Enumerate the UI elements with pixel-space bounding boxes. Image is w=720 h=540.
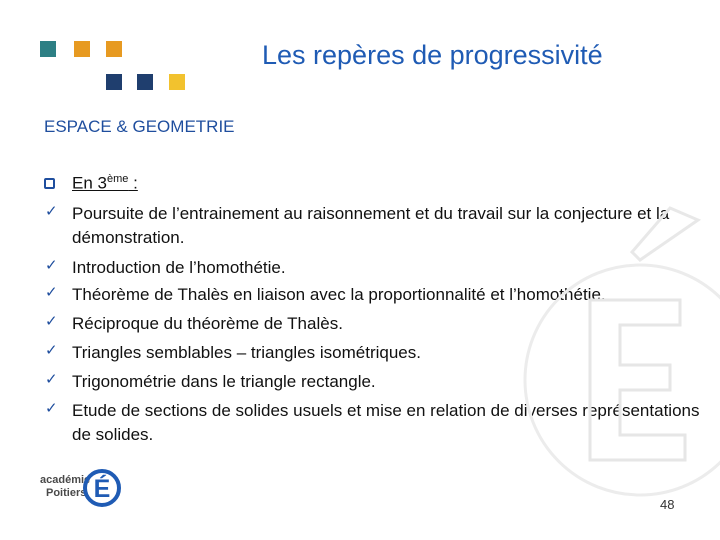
section-title: ESPACE & GEOMETRIE [44, 117, 235, 136]
list-item-text: Introduction de l’homothétie. [72, 258, 286, 277]
list-item-text: Etude de sections de solides usuels et mise en relation de diverses représentations de solides. [72, 401, 700, 444]
list-item-text: Réciproque du théorème de Thalès. [72, 314, 343, 333]
orange-square-2 [106, 41, 122, 57]
checkmark-icon: ✓ [45, 371, 58, 388]
watermark-e-logo [520, 200, 720, 500]
navy-square-1 [106, 74, 122, 90]
page-title: Les repères de progressivité [262, 40, 603, 70]
checkmark-icon: ✓ [45, 284, 58, 301]
logo-line2: Poitiers [46, 487, 87, 499]
checkmark-icon: ✓ [45, 203, 58, 220]
page-number: 48 [660, 497, 675, 512]
level-heading [72, 173, 138, 194]
logo-letter: É [93, 475, 111, 503]
yellow-square [169, 74, 185, 90]
navy-square-2 [137, 74, 153, 90]
checkmark-icon: ✓ [45, 342, 58, 359]
heading-superscript: ème [106, 173, 129, 185]
orange-square-1 [74, 41, 90, 57]
list-item-text: Théorème de Thalès en liaison avec la proportionnalité et l’homothétie. [72, 285, 606, 304]
square-bullet-icon [44, 178, 55, 189]
heading-prefix: En 3 [72, 173, 107, 193]
logo-line1: académie [40, 474, 91, 486]
checkmark-icon: ✓ [45, 313, 58, 330]
list-item-text: Trigonométrie dans le triangle rectangle. [72, 372, 376, 391]
checkmark-icon: ✓ [45, 257, 58, 274]
list-item-text: Triangles semblables – triangles isométriques. [72, 343, 421, 362]
list-item-text: Poursuite de l’entrainement au raisonnement et du travail sur la conjecture et la démonstration. [72, 204, 670, 247]
teal-square [40, 41, 56, 57]
academie-poitiers-logo [40, 455, 130, 515]
heading-suffix: : [128, 173, 138, 193]
checkmark-icon: ✓ [45, 400, 58, 417]
